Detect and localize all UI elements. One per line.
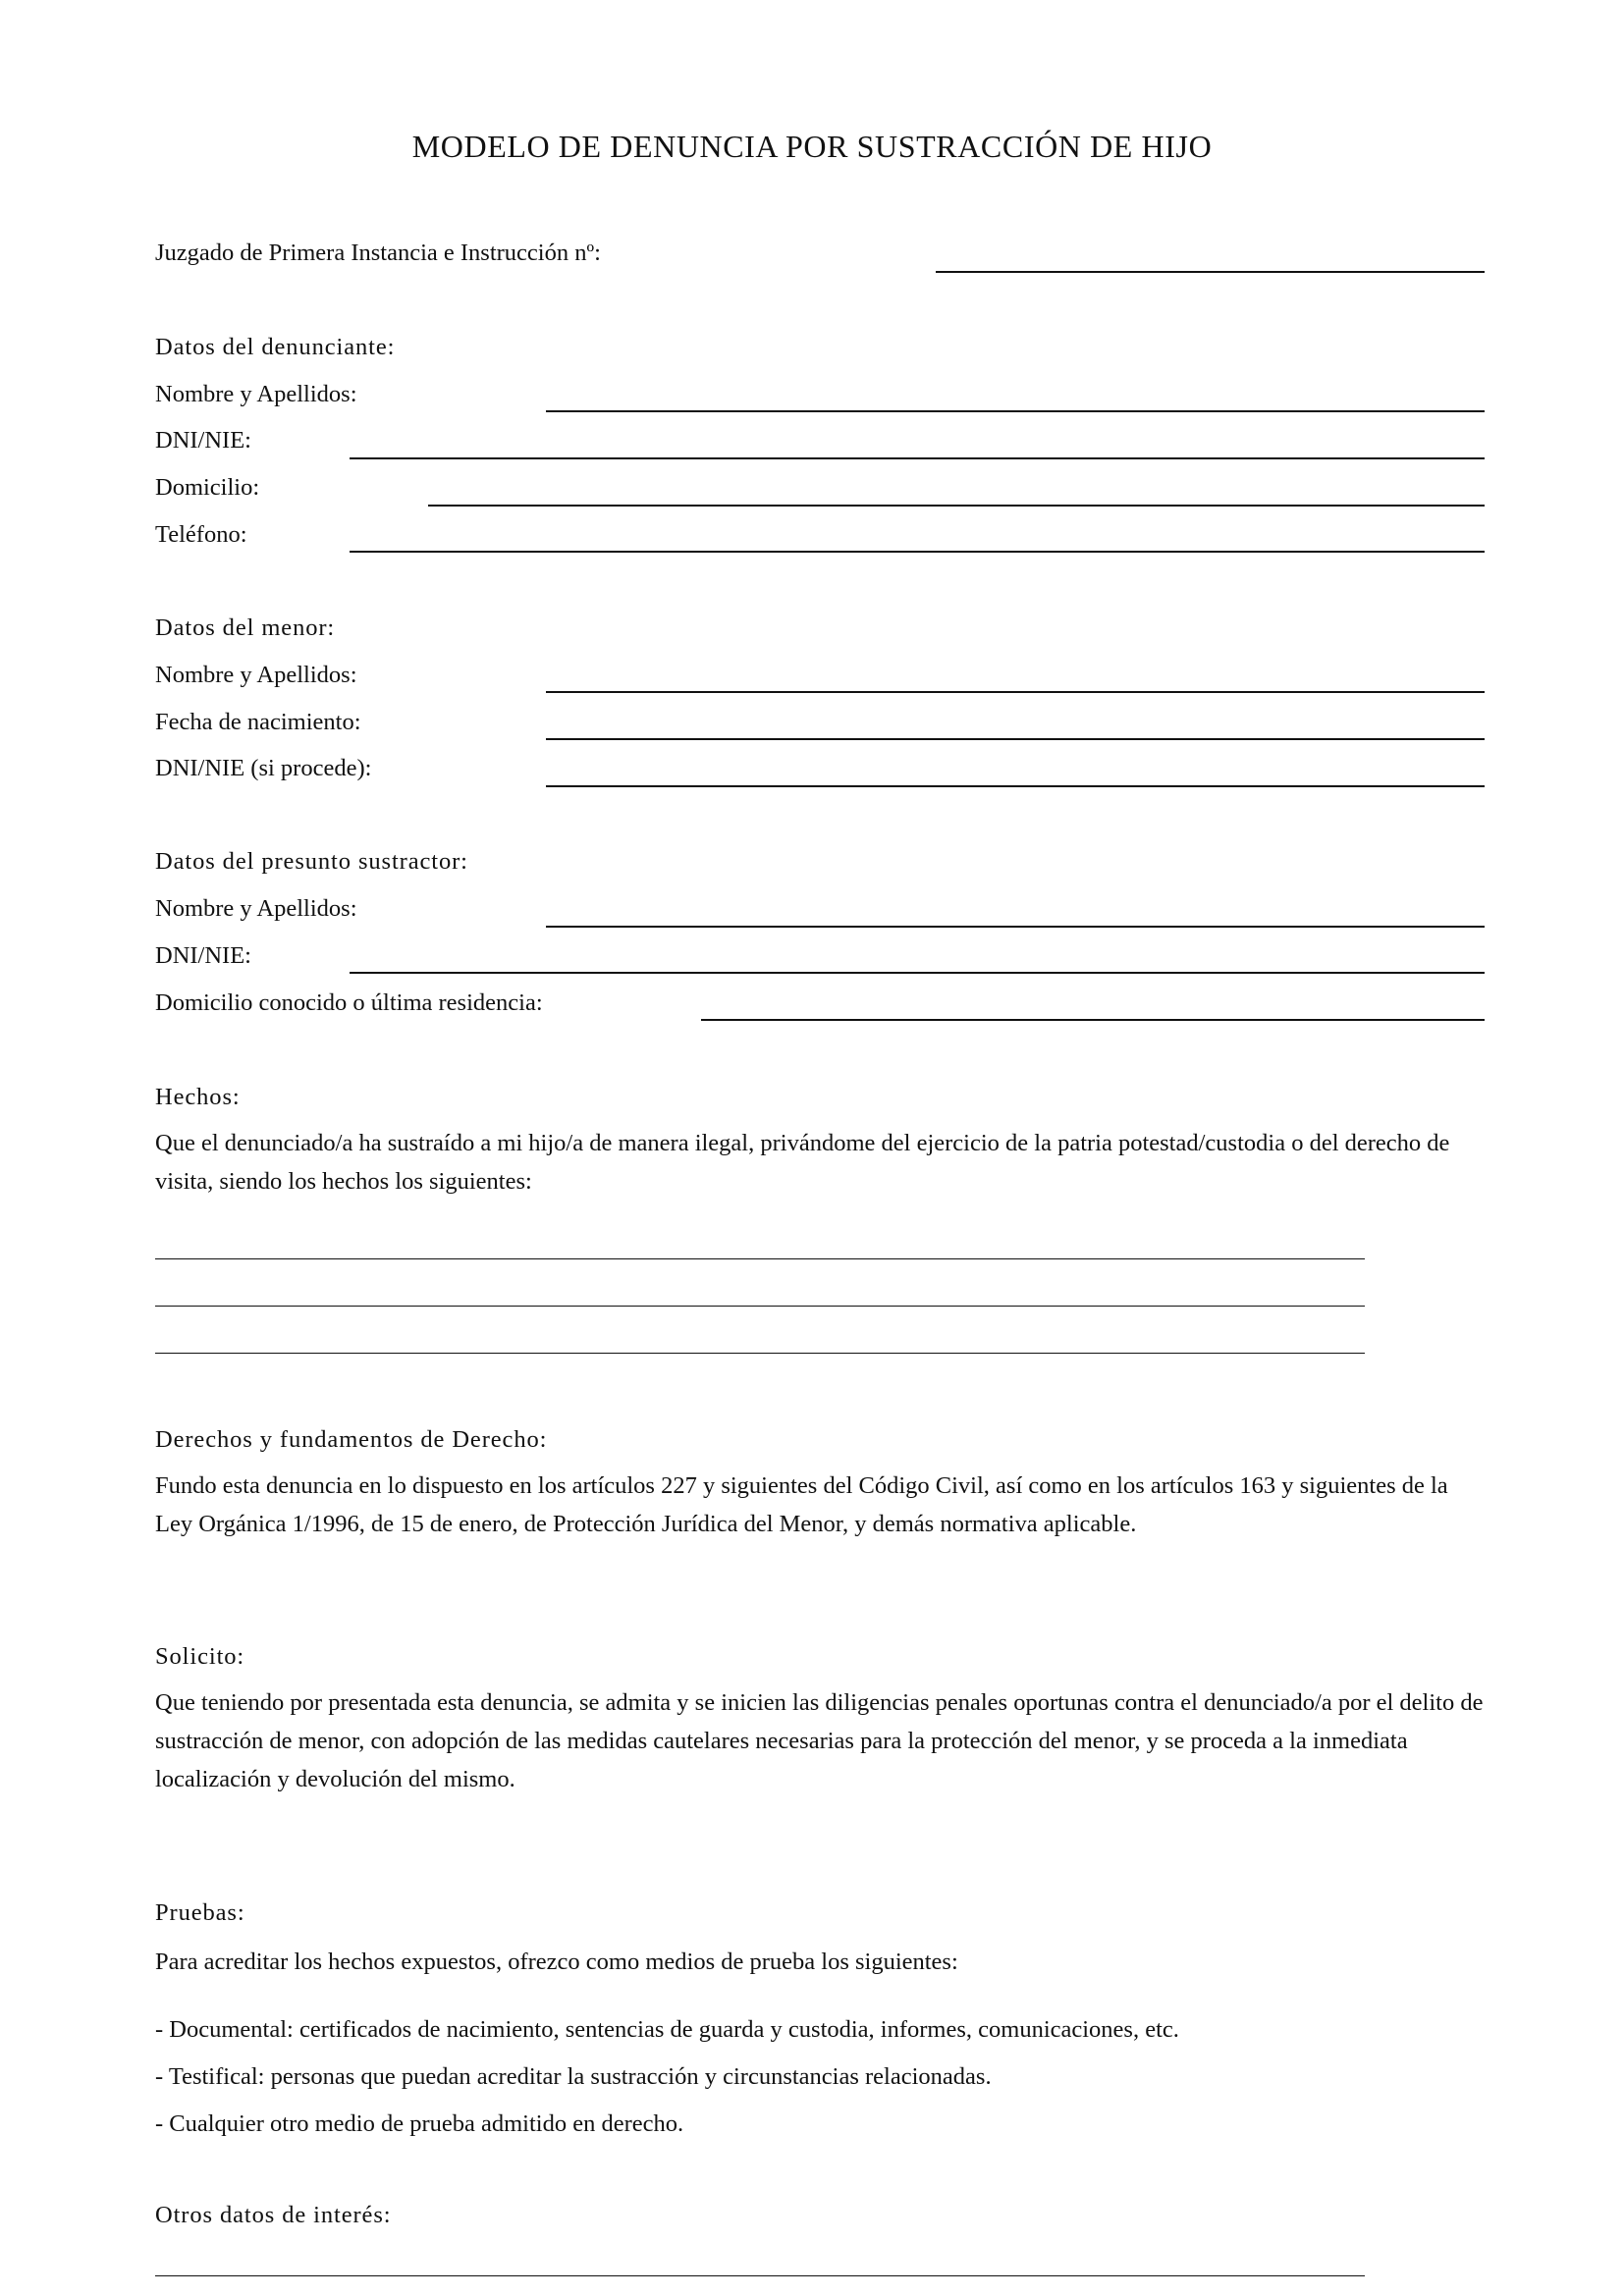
menor-fecha-field[interactable]: [546, 738, 1485, 740]
otros-heading: Otros datos de interés:: [155, 2202, 392, 2228]
hechos-heading: Hechos:: [155, 1084, 241, 1110]
denunciante-dni-field[interactable]: [350, 457, 1485, 459]
page-title: MODELO DE DENUNCIA POR SUSTRACCIÓN DE HIJO: [411, 129, 1213, 164]
pruebas-item: - Cualquier otro medio de prueba admitido en derecho.: [155, 2110, 684, 2137]
juzgado-label: Juzgado de Primera Instancia e Instrucción nº:: [155, 240, 601, 266]
denunciante-telefono-label: Teléfono:: [155, 521, 247, 548]
sustractor-domicilio-label: Domicilio conocido o última residencia:: [155, 989, 543, 1016]
denunciante-dni-label: DNI/NIE:: [155, 427, 251, 454]
menor-heading: Datos del menor:: [155, 614, 336, 641]
sustractor-domicilio-field[interactable]: [701, 1019, 1485, 1021]
hechos-fill-line[interactable]: [155, 1353, 1365, 1354]
derechos-heading: Derechos y fundamentos de Derecho:: [155, 1426, 548, 1453]
denunciante-telefono-field[interactable]: [350, 551, 1485, 553]
hechos-text: Que el denunciado/a ha sustraído a mi hijo/a de manera ilegal, privándome del ejercicio de la patria potestad/custodia o del derecho de visita, siendo los hechos los siguientes:: [155, 1130, 1450, 1195]
denunciante-domicilio-label: Domicilio:: [155, 474, 260, 501]
solicito-text: Que teniendo por presentada esta denuncia, se admita y se inicien las diligencias penales oportunas contra el denunciado/a por el delito de sustracción de menor, con adopción de las medidas cautelares necesarias para la protección del menor, y se proceda a la inmediata localización y devolución del mismo.: [155, 1689, 1484, 1792]
sustractor-nombre-label: Nombre y Apellidos:: [155, 895, 357, 922]
juzgado-field[interactable]: [936, 271, 1485, 273]
hechos-fill-line[interactable]: [155, 1258, 1365, 1259]
menor-dni-field[interactable]: [546, 785, 1485, 787]
denunciante-domicilio-field[interactable]: [428, 505, 1485, 507]
sustractor-heading: Datos del presunto sustractor:: [155, 848, 468, 875]
denunciante-nombre-field[interactable]: [546, 410, 1485, 412]
menor-nombre-label: Nombre y Apellidos:: [155, 662, 357, 688]
denunciante-heading: Datos del denunciante:: [155, 334, 396, 360]
pruebas-item: - Documental: certificados de nacimiento, sentencias de guarda y custodia, informes, comunicaciones, etc.: [155, 2016, 1179, 2043]
pruebas-heading: Pruebas:: [155, 1899, 245, 1926]
denunciante-nombre-label: Nombre y Apellidos:: [155, 381, 357, 407]
sustractor-nombre-field[interactable]: [546, 926, 1485, 928]
solicito-heading: Solicito:: [155, 1643, 245, 1670]
menor-nombre-field[interactable]: [546, 691, 1485, 693]
pruebas-item: - Testifical: personas que puedan acreditar la sustracción y circunstancias relacionadas.: [155, 2063, 992, 2090]
menor-fecha-label: Fecha de nacimiento:: [155, 709, 361, 735]
derechos-text: Fundo esta denuncia en lo dispuesto en los artículos 227 y siguientes del Código Civil, así como en los artículos 163 y siguientes de la Ley Orgánica 1/1996, de 15 de enero, de Protección Jurídica del Menor, y demás normativa aplicable.: [155, 1472, 1448, 1537]
sustractor-dni-field[interactable]: [350, 972, 1485, 974]
otros-fill-line[interactable]: [155, 2275, 1365, 2276]
sustractor-dni-label: DNI/NIE:: [155, 942, 251, 969]
menor-dni-label: DNI/NIE (si procede):: [155, 755, 372, 781]
pruebas-intro: Para acreditar los hechos expuestos, ofrezco como medios de prueba los siguientes:: [155, 1949, 958, 1975]
hechos-fill-line[interactable]: [155, 1306, 1365, 1307]
